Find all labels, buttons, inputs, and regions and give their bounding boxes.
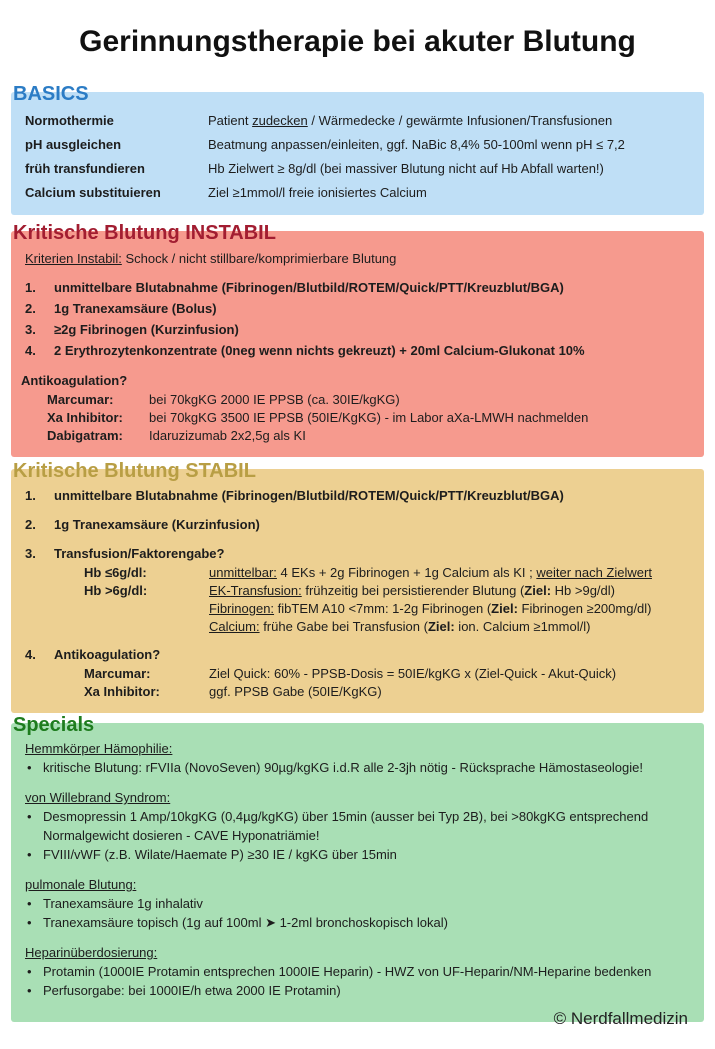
- step-number: 3.: [25, 322, 36, 337]
- value-text: Fibrinogen ≥200mg/dl): [517, 601, 652, 616]
- step-number: 1.: [25, 488, 36, 503]
- group-title: von Willebrand Syndrom:: [25, 790, 171, 805]
- step-text: ≥2g Fibrinogen (Kurzinfusion): [54, 322, 239, 337]
- ziel-label: Ziel:: [427, 619, 455, 634]
- copyright-notice: © Nerdfallmedizin: [553, 1009, 688, 1028]
- instabil-step-1: [25, 277, 690, 298]
- step-text: 2 Erythrozytenkonzentrate (0neg wenn nichts gekreuzt) + 20ml Calcium-Glukonat 10%: [54, 343, 585, 358]
- step-heading: Transfusion/Faktorengabe?: [54, 546, 225, 561]
- bullet-item: [25, 894, 690, 913]
- bullet-item: [25, 913, 690, 932]
- section-basics: [11, 83, 704, 215]
- basics-row-ph: [25, 133, 690, 157]
- bullet-icon: •: [27, 809, 32, 824]
- instabil-heading: Kritische Blutung INSTABIL: [13, 222, 276, 244]
- stabil-row-hb-low: [84, 564, 690, 582]
- stabil-step-4: [25, 645, 690, 665]
- value-text: ion. Calcium ≥1mmol/l): [454, 619, 591, 634]
- hb-line-calcium: [209, 618, 690, 636]
- value-text: frühe Gabe bei Transfusion (: [259, 619, 428, 634]
- bullet-item: [25, 981, 690, 1000]
- step-number: 4.: [25, 647, 36, 662]
- bullet-item: [25, 962, 690, 981]
- bullet-text: kritische Blutung: rFVIIa (NovoSeven) 90µg/kgKG i.d.R alle 2-3jh nötig - Rücksprache Hämostaseologie!: [43, 760, 643, 775]
- value-text: Hb >9g/dl): [551, 583, 615, 598]
- basics-heading: BASICS: [13, 83, 89, 105]
- bullet-icon: •: [27, 847, 32, 862]
- value-underlined-text: Fibrinogen:: [209, 601, 275, 616]
- group-title: pulmonale Blutung:: [25, 877, 137, 892]
- step-text: unmittelbare Blutabnahme (Fibrinogen/Blutbild/ROTEM/Quick/PTT/Kreuzblut/BGA): [54, 280, 564, 295]
- group-title: Heparinüberdosierung:: [25, 945, 158, 960]
- antikoagulation-heading: Antikoagulation?: [21, 373, 128, 388]
- hb-label: Hb ≤6g/dl:: [84, 565, 147, 580]
- ziel-label: Ziel:: [491, 601, 518, 616]
- page-title: Gerinnungstherapie bei akuter Blutung: [79, 25, 636, 58]
- value-underlined-text: zudecken: [252, 113, 308, 128]
- step-text: unmittelbare Blutabnahme (Fibrinogen/Blutbild/ROTEM/Quick/PTT/Kreuzblut/BGA): [54, 488, 564, 503]
- drug-label: Marcumar:: [84, 666, 151, 681]
- row-label: Calcium substituieren: [25, 185, 161, 200]
- row-value: Hb Zielwert ≥ 8g/dl (bei massiver Blutung nicht auf Hb Abfall warten!): [208, 161, 604, 176]
- row-value: Ziel ≥1mmol/l freie ionisiertes Calcium: [208, 185, 427, 200]
- drug-value: Ziel Quick: 60% - PPSB-Dosis = 50IE/kgKG x (Ziel-Quick - Akut-Quick): [209, 666, 617, 681]
- value-text: fibTEM A10 <7mm: 1-2g Fibrinogen (: [274, 601, 492, 616]
- bullet-icon: •: [27, 964, 32, 979]
- specials-group-willebrand: [25, 789, 690, 864]
- step-text: 1g Tranexamsäure (Bolus): [54, 301, 217, 316]
- bullet-text: Tranexamsäure topisch (1g auf 100ml ➤ 1-2ml bronchoskopisch lokal): [43, 915, 448, 930]
- drug-label: Dabigatram:: [47, 428, 123, 443]
- specials-group-heparin: [25, 944, 690, 1000]
- value-underlined-text: Calcium:: [209, 619, 260, 634]
- specials-group-pulmonal: [25, 876, 690, 932]
- value-text: Patient: [208, 113, 253, 128]
- basics-row-calcium: [25, 181, 690, 205]
- criteria-label: Kriterien Instabil:: [25, 251, 122, 266]
- value-text: / Wärmedecke / gewärmte Infusionen/Transfusionen: [307, 113, 613, 128]
- bullet-text: Protamin (1000IE Protamin entsprechen 1000IE Heparin) - HWZ von UF-Heparin/NM-Heparine bedenken: [43, 964, 652, 979]
- specials-heading: Specials: [13, 714, 95, 736]
- stabil-heading: Kritische Blutung STABIL: [13, 460, 256, 482]
- drug-value: Idaruzizumab 2x2,5g als KI: [149, 428, 306, 443]
- hb-label: Hb >6g/dl:: [84, 583, 148, 598]
- value-text: frühzeitig bei persistierender Blutung (: [301, 583, 525, 598]
- antikoagulation-row-marcumar: [47, 391, 690, 409]
- instabil-antikoagulation: [21, 371, 690, 445]
- group-title: Hemmkörper Hämophilie:: [25, 741, 173, 756]
- instabil-step-4: [25, 340, 690, 361]
- hb-value: [209, 564, 690, 582]
- drug-value: ggf. PPSB Gabe (50IE/KgKG): [209, 684, 382, 699]
- stabil-step-2: [25, 515, 690, 535]
- bullet-text: Desmopressin 1 Amp/10kgKG (0,4µg/kgKG) über 15min (ausser bei Typ 2B), bei >80kgKG entsprechend Normalgewicht dosieren - CAVE Hyponatriämie!: [43, 809, 649, 843]
- bullet-text: Tranexamsäure 1g inhalativ: [43, 896, 203, 911]
- step-number: 4.: [25, 343, 36, 358]
- bullet-text: Perfusorgabe: bei 1000IE/h etwa 2000 IE Protamin): [43, 983, 341, 998]
- drug-label: Xa Inhibitor:: [47, 410, 123, 425]
- bullet-text: FVIII/vWF (z.B. Wilate/Haemate P) ≥30 IE / kgKG über 15min: [43, 847, 397, 862]
- antikoagulation-row-dabigatram: [47, 427, 690, 445]
- stabil-row-hb-high: [84, 582, 690, 636]
- step-text: 1g Tranexamsäure (Kurzinfusion): [54, 517, 260, 532]
- bullet-item: [25, 845, 690, 864]
- hb-line-ek: [209, 582, 690, 600]
- criteria-text: Schock / nicht stillbare/komprimierbare Blutung: [121, 251, 397, 266]
- row-label: früh transfundieren: [25, 161, 145, 176]
- bullet-icon: •: [27, 915, 32, 930]
- bullet-icon: •: [27, 896, 32, 911]
- drug-value: bei 70kgKG 3500 IE PPSB (50IE/KgKG) - im Labor aXa-LMWH nachmelden: [149, 410, 589, 425]
- section-stabil: [11, 460, 704, 713]
- row-label: pH ausgleichen: [25, 137, 122, 152]
- document-page: [0, 25, 715, 1028]
- stabil-step-1: [25, 486, 690, 506]
- basics-row-normothermie: [25, 109, 690, 133]
- instabil-steps: [25, 277, 690, 361]
- step-number: 2.: [25, 517, 36, 532]
- value-underlined-text: EK-Transfusion:: [209, 583, 302, 598]
- stabil-row-xa: [84, 683, 690, 701]
- drug-label: Marcumar:: [47, 392, 114, 407]
- value-underlined-text: weiter nach Zielwert: [536, 565, 652, 580]
- bullet-item: [25, 758, 690, 777]
- antikoagulation-row-xa: [47, 409, 690, 427]
- instabil-criteria: [25, 249, 690, 268]
- section-instabil: [11, 222, 704, 457]
- step-number: 2.: [25, 301, 36, 316]
- basics-row-transfusion: [25, 157, 690, 181]
- step-heading: Antikoagulation?: [54, 647, 161, 662]
- instabil-step-2: [25, 298, 690, 319]
- bullet-icon: •: [27, 983, 32, 998]
- drug-value: bei 70kgKG 2000 IE PPSB (ca. 30IE/kgKG): [149, 392, 400, 407]
- row-label: Normothermie: [25, 113, 114, 128]
- row-value: Beatmung anpassen/einleiten, ggf. NaBic 8,4% 50-100ml wenn pH ≤ 7,2: [208, 137, 625, 152]
- row-value: [208, 109, 690, 133]
- value-text: 4 EKs + 2g Fibrinogen + 1g Calcium als KI ;: [276, 565, 537, 580]
- hb-value-lines: [209, 582, 690, 636]
- stabil-step-3: [25, 544, 690, 564]
- step-number: 1.: [25, 280, 36, 295]
- bullet-icon: •: [27, 760, 32, 775]
- ziel-label: Ziel:: [524, 583, 552, 598]
- instabil-step-3: [25, 319, 690, 340]
- step-number: 3.: [25, 546, 36, 561]
- specials-group-haemophilie: [25, 740, 690, 777]
- hb-line-fibrinogen: [209, 600, 690, 618]
- section-specials: [11, 714, 704, 1028]
- bullet-item: [25, 807, 690, 845]
- value-underlined-text: unmittelbar:: [209, 565, 277, 580]
- drug-label: Xa Inhibitor:: [84, 684, 160, 699]
- stabil-row-marcumar: [84, 665, 690, 683]
